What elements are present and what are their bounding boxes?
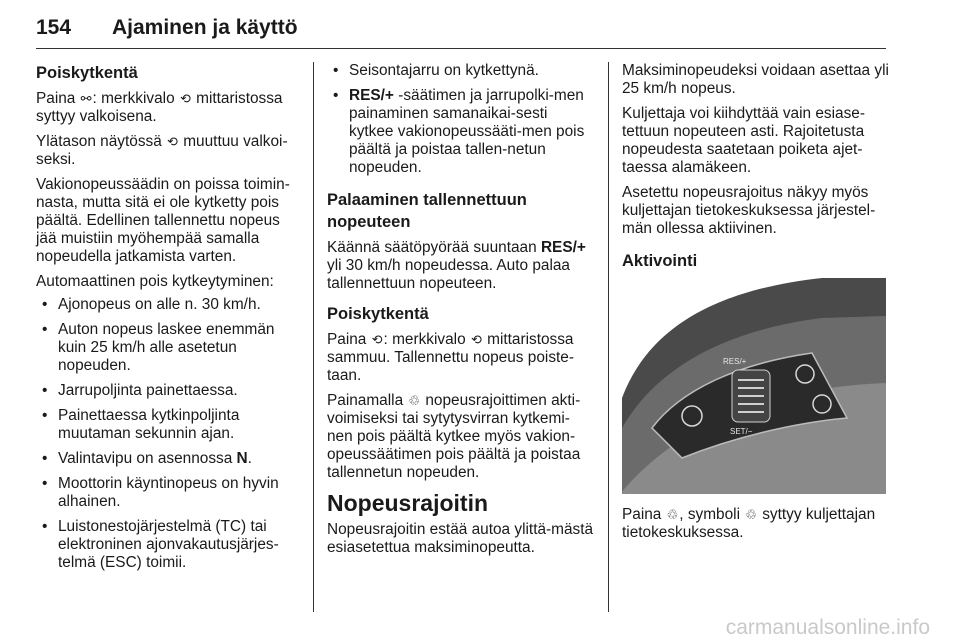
column-divider-2: [608, 62, 609, 612]
list-item: • Moottorin käyntinopeus on hyvin alhainen.: [36, 475, 304, 511]
text: : merkkivalo: [383, 331, 470, 348]
gear-position: N: [236, 450, 248, 467]
text: : merkkivalo: [92, 90, 179, 107]
text: Käännä säätöpyörää suuntaan: [327, 239, 541, 256]
speedometer-icon: ⟲: [470, 332, 482, 347]
section-heading-resume: Palaaminen tallennettuun nopeuteen: [327, 191, 527, 231]
text: yli 30 km/h nopeudessa. Auto palaa tallennettuun nopeuteen.: [327, 257, 570, 292]
list-item: • Jarrupoljinta painettaessa.: [36, 382, 304, 400]
text: Paina: [622, 506, 666, 523]
column-3: [622, 62, 890, 549]
control-label: RES/+: [540, 239, 586, 256]
text: Paina: [327, 331, 371, 348]
column-1: [36, 62, 304, 579]
list-item: • Auton nopeus laskee enemmän kuin 25 km/h alle asetetun nopeuden.: [36, 321, 304, 375]
page-header: [36, 6, 886, 48]
column-2: [327, 62, 595, 564]
text: Valintavipu on asennossa: [58, 450, 237, 467]
figure-label-set: SET/−: [730, 427, 753, 436]
paragraph: Maksiminopeudeksi voidaan asettaa yli 25 km/h nopeus.: [622, 62, 889, 97]
paragraph: Asetettu nopeusrajoitus näkyy myös kuljettajan tietokeskuksessa järjestel-män ollessa aktiivinen.: [622, 184, 876, 237]
column-divider-1: [313, 62, 314, 612]
steering-wheel-controls-figure: [622, 278, 886, 494]
speedometer-icon: ⟲: [371, 332, 383, 347]
list-item: • Seisontajarru on kytkettynä.: [327, 62, 595, 80]
paragraph: [622, 506, 890, 542]
speed-limiter-icon: ♲: [408, 393, 421, 408]
cruise-control-icon: ⚯: [80, 91, 92, 106]
page-number: 154: [36, 16, 72, 39]
paragraph: Nopeusrajoitin estää autoa ylittä-mästä esiasetettua maksiminopeutta.: [327, 521, 594, 556]
text: Paina: [36, 90, 80, 107]
speedometer-icon: ⟲: [179, 91, 191, 106]
section-heading-poiskytkenta: Poiskytkentä: [327, 305, 429, 323]
text: syttyy kuljettajan tietokeskuksessa.: [622, 506, 876, 541]
page-title: Ajaminen ja käyttö: [112, 16, 298, 39]
paragraph: [36, 133, 304, 169]
list-item: [36, 450, 304, 468]
paragraph: [327, 331, 595, 385]
speed-limiter-icon: ♲: [745, 507, 757, 522]
text: Painamalla: [327, 392, 408, 409]
list-item: • Luistonestojärjestelmä (TC) tai elektroninen ajonvakautusjärjes-telmä (ESC) toimii.: [36, 518, 304, 572]
speed-limiter-icon: ♲: [666, 507, 679, 522]
text: -säätimen ja jarrupolki-men painaminen samanaikai-sesti kytkee vakionopeussääti-men pois päältä ja poistaa tallen-netun nopeuden.: [349, 87, 585, 176]
text: mittaristossa syttyy valkoisena.: [36, 90, 283, 125]
text: nopeusrajoittimen akti-voimiseksi tai sytytysvirran kytkemi-nen pois päältä kytkee myös vakion-opeussäätimen pois päältä ja poistaa tallennetun nopeuden.: [327, 392, 581, 481]
text: muuttuu valkoi-seksi.: [36, 133, 288, 168]
figure-label-res: RES/+: [723, 357, 747, 366]
list-item: • Painettaessa kytkinpoljinta muutaman sekunnin ajan.: [36, 407, 304, 443]
paragraph: [327, 239, 595, 293]
speedometer-icon: ⟲: [167, 134, 178, 149]
section-heading-poiskytkenta: Poiskytkentä: [36, 64, 138, 82]
text: .: [247, 450, 252, 467]
paragraph: Vakionopeussäädin on poissa toimin-nasta, mutta sitä ei ole kytketty pois päältä. Edellinen tallennettu nopeus jää muistiin myöhempää samalla nopeudella jatkamista varten.: [36, 176, 290, 265]
steering-wheel-illustration: [622, 278, 886, 494]
control-label: RES/+: [349, 87, 394, 104]
paragraph: [327, 392, 595, 482]
list-item: [327, 87, 595, 177]
watermark: carmanualsonline.info: [725, 616, 930, 639]
text: mittaristossa sammuu. Tallennettu nopeus poiste-taan.: [327, 331, 574, 384]
header-rule: [36, 48, 886, 49]
paragraph: Automaattinen pois kytkeytyminen:: [36, 273, 274, 290]
section-heading-nopeusrajoitin: Nopeusrajoitin: [327, 490, 489, 516]
text: Ylätason näytössä: [36, 133, 167, 150]
paragraph: [36, 90, 304, 126]
paragraph: Kuljettaja voi kiihdyttää vain esiase-tettuun nopeuteen asti. Rajoitetusta nopeudesta saatetaan poiketa ajet-taessa alamäkeen.: [622, 105, 865, 176]
section-heading-aktivointi: Aktivointi: [622, 252, 698, 270]
list-item: • Ajonopeus on alle n. 30 km/h.: [36, 296, 304, 314]
text: , symboli: [679, 506, 745, 523]
